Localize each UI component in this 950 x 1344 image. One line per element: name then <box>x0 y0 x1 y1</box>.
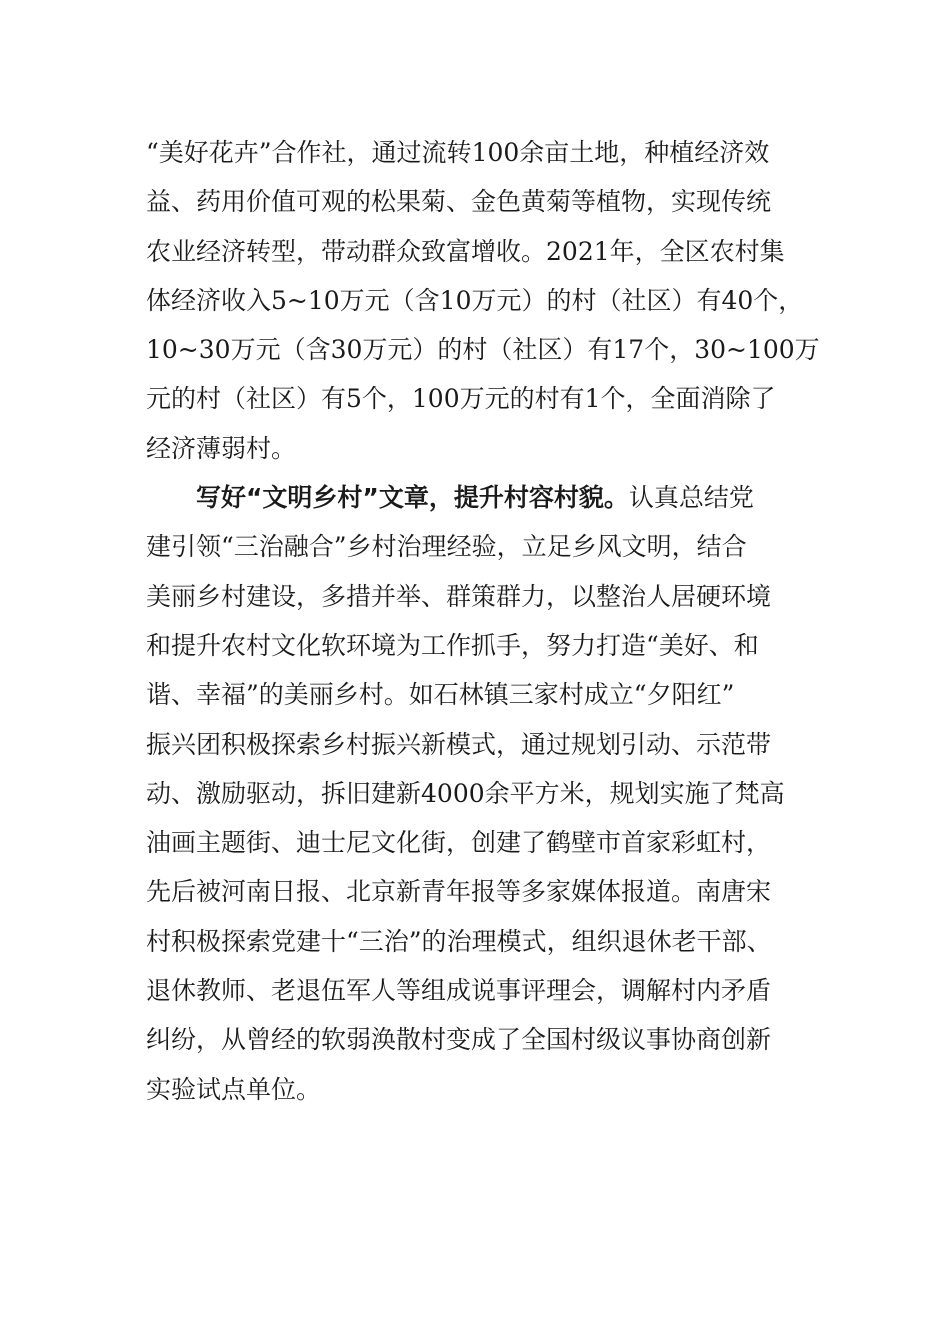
text-line: 实验试点单位。 <box>146 1074 322 1104</box>
text-line: 谐、幸福”的美丽乡村。如石林镇三家村成立“夕阳红” <box>146 680 735 710</box>
text-line: 和提升农村文化软环境为工作抓手，努力打造“美好、和 <box>146 630 759 660</box>
paragraph-collective-economy <box>146 128 820 473</box>
heading-continuation: 认真总结党 <box>628 483 754 513</box>
text-line: “美好花卉”合作社，通过流转100余亩土地，种植经济效 <box>146 138 770 167</box>
text-line: 农业经济转型，带动群众致富增收。2021年，全区农村集 <box>146 236 785 266</box>
text-line: 建引领“三治融合”乡村治理经验，立足乡风文明，结合 <box>146 532 747 562</box>
text-line: 元的村（社区）有5个，100万元的村有1个，全面消除了 <box>146 384 776 414</box>
text-line: 体经济收入5~10万元（含10万元）的村（社区）有40个， <box>146 285 804 315</box>
text-line: 村积极探索党建十“三治”的治理模式，组织退休老干部、 <box>146 926 772 956</box>
text-line: 美丽乡村建设，多措并举、群策群力，以整治人居硬环境 <box>146 581 772 611</box>
paragraph-civilized-village <box>146 473 806 1114</box>
paragraph-first-line <box>146 473 806 522</box>
text-line: 退休教师、老退伍军人等组成说事评理会，调解村内矛盾 <box>146 976 772 1006</box>
text-line: 经济薄弱村。 <box>146 433 297 463</box>
paragraph-heading: 写好“文明乡村”文章，提升村容村貌。 <box>196 483 629 513</box>
document-body <box>146 128 820 1114</box>
text-line: 纠纷，从曾经的软弱涣散村变成了全国村级议事协商创新 <box>146 1025 772 1055</box>
text-line: 10~30万元（含30万元）的村（社区）有17个，30~100万 <box>146 335 820 365</box>
text-line: 油画主题街、迪士尼文化街，创建了鹤壁市首家彩虹村， <box>146 828 772 858</box>
text-line: 振兴团积极探索乡村振兴新模式，通过规划引动、示范带 <box>146 729 772 759</box>
text-line: 先后被河南日报、北京新青年报等多家媒体报道。南唐宋 <box>146 877 772 907</box>
text-line: 动、激励驱动，拆旧建新4000余平方米，规划实施了梵高 <box>146 778 785 808</box>
text-line: 益、药用价值可观的松果菊、金色黄菊等植物，实现传统 <box>146 187 772 217</box>
